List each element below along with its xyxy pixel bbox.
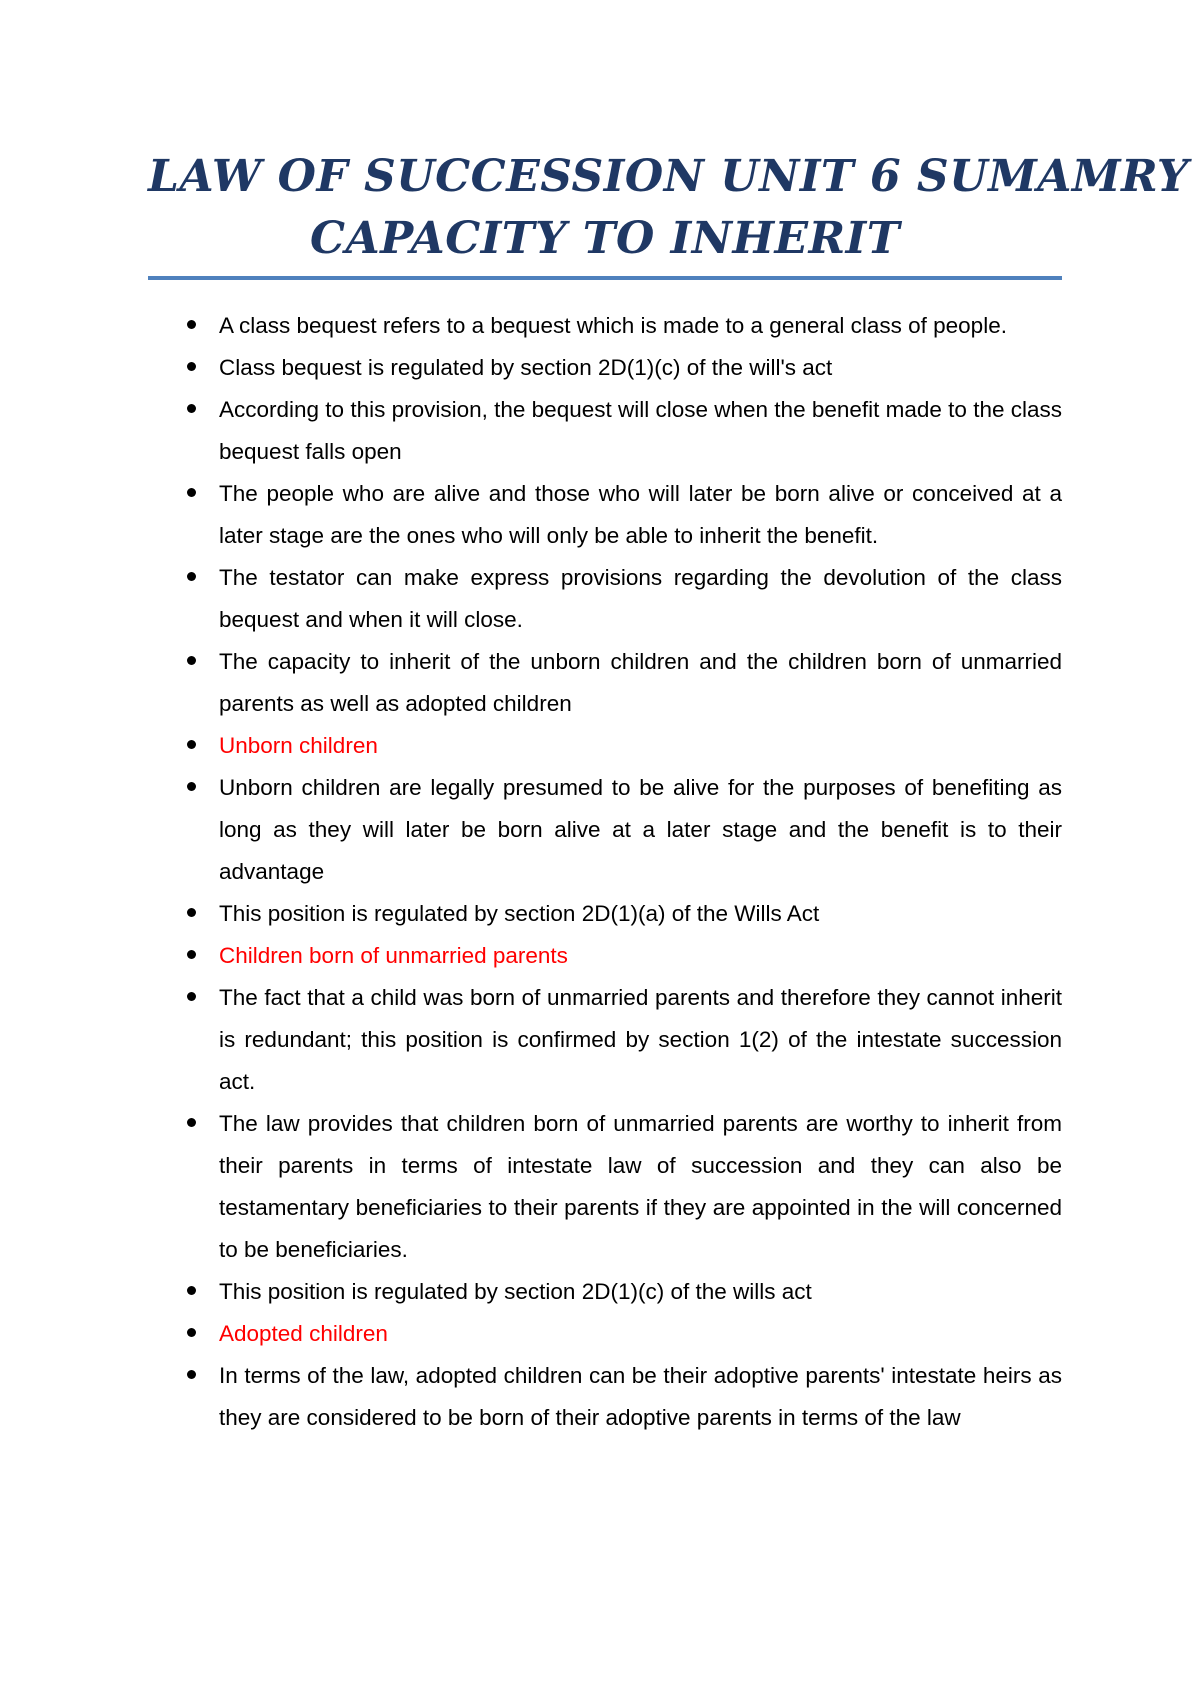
bullet-dot-icon: [187, 320, 196, 329]
section-heading-text: Unborn children: [219, 733, 378, 758]
bullet-dot-icon: [187, 992, 196, 1001]
bullet-dot-icon: [187, 404, 196, 413]
bullet-dot-icon: [187, 362, 196, 371]
bullet-text: According to this provision, the bequest will close when the benefit made to the class bequest falls open: [219, 397, 1062, 464]
section-heading-adopted-children: [0, 1313, 1200, 1355]
section-heading-text: Adopted children: [219, 1321, 388, 1346]
document-title: [148, 146, 1189, 270]
bullet-text: In terms of the law, adopted children can be their adoptive parents' intestate heirs as they are considered to be born of their adoptive parents in terms of the law: [219, 1363, 1062, 1430]
bullet-text: The testator can make express provisions regarding the devolution of the class bequest and when it will close.: [219, 565, 1062, 632]
bullet-dot-icon: [187, 656, 196, 665]
bullet-item: [0, 557, 1200, 641]
title-line-1: LAW OF SUCCESSION UNIT 6 SUMAMRY: [148, 151, 1189, 202]
bullet-dot-icon: [187, 1118, 196, 1127]
bullet-item: [0, 347, 1200, 389]
bullet-text: A class bequest refers to a bequest which is made to a general class of people.: [219, 313, 1007, 338]
section-heading-unmarried-parents: [0, 935, 1200, 977]
bullet-item: [0, 1103, 1200, 1271]
bullet-item: [0, 893, 1200, 935]
bullet-text: This position is regulated by section 2D(1)(c) of the wills act: [219, 1279, 812, 1304]
bullet-dot-icon: [187, 572, 196, 581]
bullet-dot-icon: [187, 782, 196, 791]
bullet-dot-icon: [187, 740, 196, 749]
bullet-text: The fact that a child was born of unmarried parents and therefore they cannot inherit is redundant; this position is confirmed by section 1(2) of the intestate succession act.: [219, 985, 1062, 1094]
bullet-item: [0, 305, 1200, 347]
bullet-item: [0, 641, 1200, 725]
section-heading-text: Children born of unmarried parents: [219, 943, 568, 968]
bullet-text: The people who are alive and those who will later be born alive or conceived at a later stage are the ones who will only be able to inherit the benefit.: [219, 481, 1062, 548]
bullet-dot-icon: [187, 1286, 196, 1295]
title-line-2: CAPACITY TO INHERIT: [310, 213, 900, 264]
bullet-text: Class bequest is regulated by section 2D(1)(c) of the will's act: [219, 355, 833, 380]
bullet-item: [0, 389, 1200, 473]
bullet-text: Unborn children are legally presumed to be alive for the purposes of benefiting as long as they will later be born alive at a later stage and the benefit is to their advantage: [219, 775, 1062, 884]
bullet-dot-icon: [187, 488, 196, 497]
bullet-item: [0, 473, 1200, 557]
bullet-dot-icon: [187, 908, 196, 917]
bullet-text: The capacity to inherit of the unborn children and the children born of unmarried parents as well as adopted children: [219, 649, 1062, 716]
bullet-item: [0, 767, 1200, 893]
summary-bullet-list: [0, 305, 1200, 1439]
bullet-text: The law provides that children born of unmarried parents are worthy to inherit from their parents in terms of intestate law of succession and they can also be testamentary beneficiaries to their parents if they are appointed in the will concerned to be beneficiaries.: [219, 1111, 1062, 1262]
bullet-item: [0, 977, 1200, 1103]
title-underline-rule: [148, 276, 1062, 280]
bullet-dot-icon: [187, 1370, 196, 1379]
bullet-item: [0, 1271, 1200, 1313]
section-heading-unborn-children: [0, 725, 1200, 767]
bullet-item: [0, 1355, 1200, 1439]
bullet-dot-icon: [187, 950, 196, 959]
bullet-dot-icon: [187, 1328, 196, 1337]
bullet-text: This position is regulated by section 2D(1)(a) of the Wills Act: [219, 901, 820, 926]
